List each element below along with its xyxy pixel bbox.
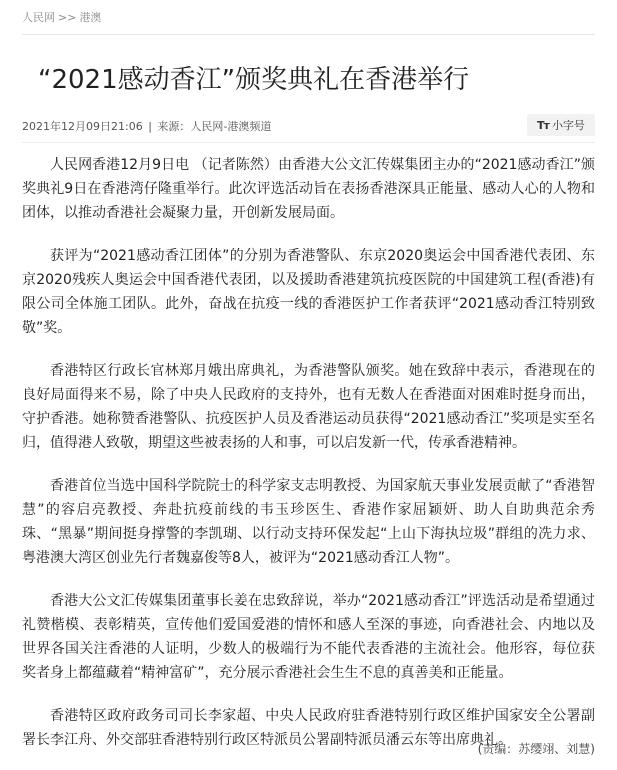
meta-divider <box>22 142 595 143</box>
page-title: “2021感动香江”颁奖典礼在香港举行 <box>38 65 470 95</box>
article-paragraph-6: 香港特区政府政务司司长李家超、中央人民政府驻香港特别行政区维护国家安全公署副署长李江舟、外交部驻香港特别行政区特派员公署副特派员潘云东等出席典礼。 <box>22 708 595 748</box>
article-paragraph-5: 香港大公文汇传媒集团董事长姜在忠致辞说，举办“2021感动香江”评选活动是希望通过礼赞楷模、表彰精英，宣传他们爱国爱港的情怀和感人至深的事迹，向香港社会、内地以及世界各国关注香港的人证明，少数人的极端行为不能代表香港的主流社会。他形容，每位获奖者身上都蕴藏着“精神富矿”，充分展示香港社会生生不息的真善美和正能量。 <box>22 593 595 681</box>
font-size-toggle-button[interactable] <box>527 114 595 136</box>
breadcrumb-separator: >> <box>58 11 77 24</box>
article-paragraph-4: 香港首位当选中国科学院院士的科学家支志明教授、为国家航天事业发展贡献了“香港智慧”的容启亮教授、奔赴抗疫前线的韦玉珍医生、香港作家屈颖妍、助人自助典范余秀珠、“黑暴”期间挺身撑警的李凯瑚、以行动支持环保发起“上山下海执垃圾”群组的冼力求、粤港澳大湾区创业先行者魏嘉俊等8人，被评为“2021感动香江人物”。 <box>22 478 595 566</box>
breadcrumb-home-link[interactable]: 人民网 <box>22 11 55 24</box>
editor-credit: (责编：苏缨翊、刘慧) <box>477 742 595 756</box>
font-size-toggle-label: 小字号 <box>551 119 585 132</box>
publish-datetime: 2021年12月09日21:06 <box>22 120 143 133</box>
article-paragraph-3: 香港特区行政长官林郑月娥出席典礼，为香港警队颁奖。她在致辞中表示，香港现在的良好局面得来不易，除了中央人民政府的支持外，也有无数人在香港面对困难时挺身而出，守护香港。她称赞香港警队、抗疫医护人员及香港运动员获得“2021感动香江”奖项是实至名归，值得港人致敬，期望这些被表扬的人和事，可以启发新一代，传承香港精神。 <box>22 363 595 451</box>
breadcrumb <box>22 9 101 25</box>
meta-separator: | <box>148 120 152 133</box>
article-paragraph-1: 人民网香港12月9日电 （记者陈然）由香港大公文汇传媒集团主办的“2021感动香江”颁奖典礼9日在香港湾仔隆重举行。此次评选活动旨在表扬香港深具正能量、感动人心的人物和团体，以推动香港社会凝聚力量，开创新发展局面。 <box>22 157 595 221</box>
font-size-icon: Tт <box>537 118 549 132</box>
breadcrumb-section-link[interactable]: 港澳 <box>79 11 102 24</box>
article-body <box>22 153 595 770</box>
article-source: 来源：人民网-港澳频道 <box>157 120 272 133</box>
article-paragraph-2: 获评为“2021感动香江团体”的分别为香港警队、东京2020奥运会中国香港代表团、东京2020残疾人奥运会中国香港代表团，以及援助香港建筑抗疫医院的中国建筑工程(香港)有限公司全体施工团队。此外，奋战在抗疫一线的香港医护工作者获评“2021感动香江特别致敬”奖。 <box>22 248 595 336</box>
article-meta <box>22 118 271 134</box>
top-divider <box>22 34 595 35</box>
